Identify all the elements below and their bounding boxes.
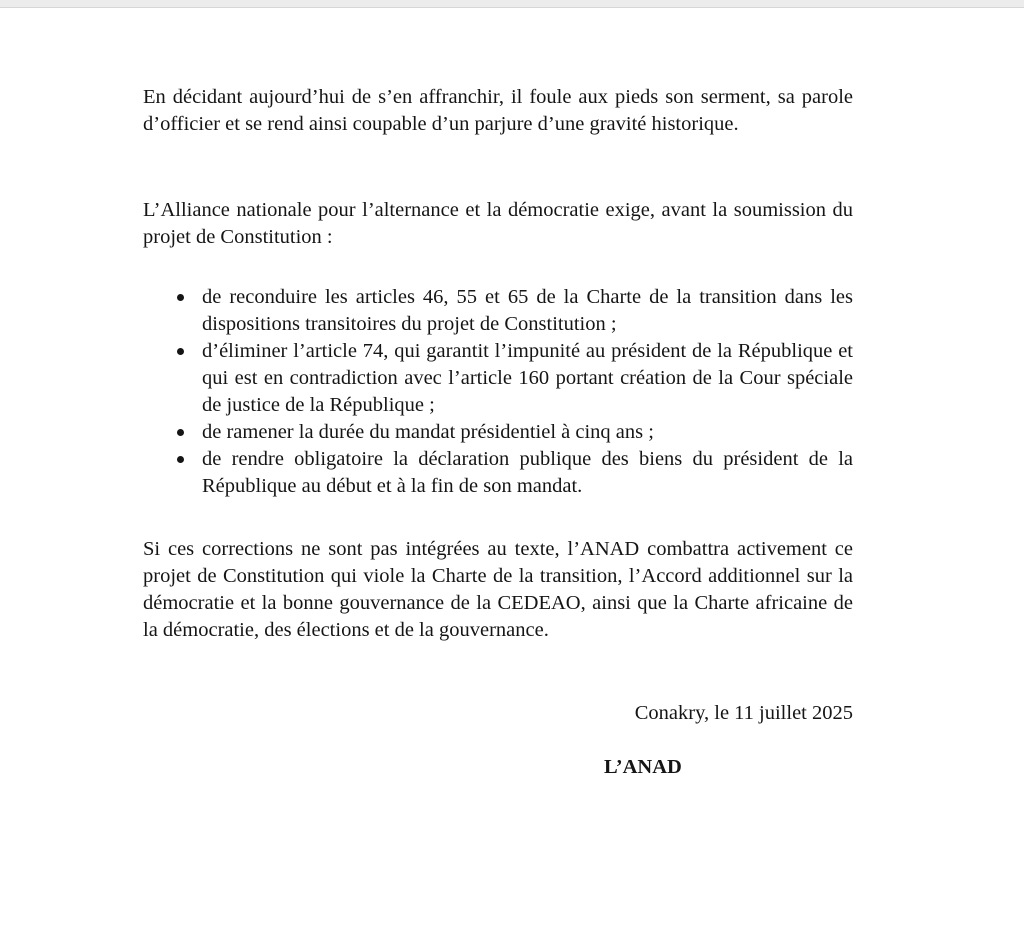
paragraph-oath: En décidant aujourd’hui de s’en affranchir, il foule aux pieds son serment, sa parole d’officier et se rend ainsi coupable d’un parjure d’une gravité historique. — [143, 86, 853, 135]
list-item — [175, 446, 853, 500]
list-item-text: de rendre obligatoire la déclaration publique des biens du président de la République au début et à la fin de son mandat. — [202, 448, 853, 497]
list-item — [175, 284, 853, 338]
list-item — [175, 419, 853, 446]
place-date: Conakry, le 11 juillet 2025 — [634, 702, 853, 724]
paragraph-demands-intro: L’Alliance nationale pour l’alternance et la démocratie exige, avant la soumission du projet de Constitution : — [143, 199, 853, 248]
bullet-icon — [177, 348, 184, 355]
list-item — [175, 338, 853, 419]
paragraph-warning: Si ces corrections ne sont pas intégrées au texte, l’ANAD combattra activement ce projet de Constitution qui viole la Charte de la transition, l’Accord additionnel sur la démocratie et la bonne gouvernance de la CEDEAO, ainsi que la Charte africaine de la démocratie, des élections et de la gouvernance. — [143, 538, 853, 641]
demands-list — [175, 284, 853, 500]
signature: L’ANAD — [604, 756, 682, 778]
document-page — [0, 8, 1024, 937]
viewer-top-bar — [0, 0, 1024, 8]
bullet-icon — [177, 294, 184, 301]
list-item-text: de ramener la durée du mandat présidentiel à cinq ans ; — [202, 421, 654, 443]
list-item-text: de reconduire les articles 46, 55 et 65 de la Charte de la transition dans les dispositions transitoires du projet de Constitution ; — [202, 286, 853, 335]
list-item-text: d’éliminer l’article 74, qui garantit l’impunité au président de la République et qui est en contradiction avec l’article 160 portant création de la Cour spéciale de justice de la République ; — [202, 340, 853, 416]
bullet-icon — [177, 429, 184, 436]
bullet-icon — [177, 456, 184, 463]
